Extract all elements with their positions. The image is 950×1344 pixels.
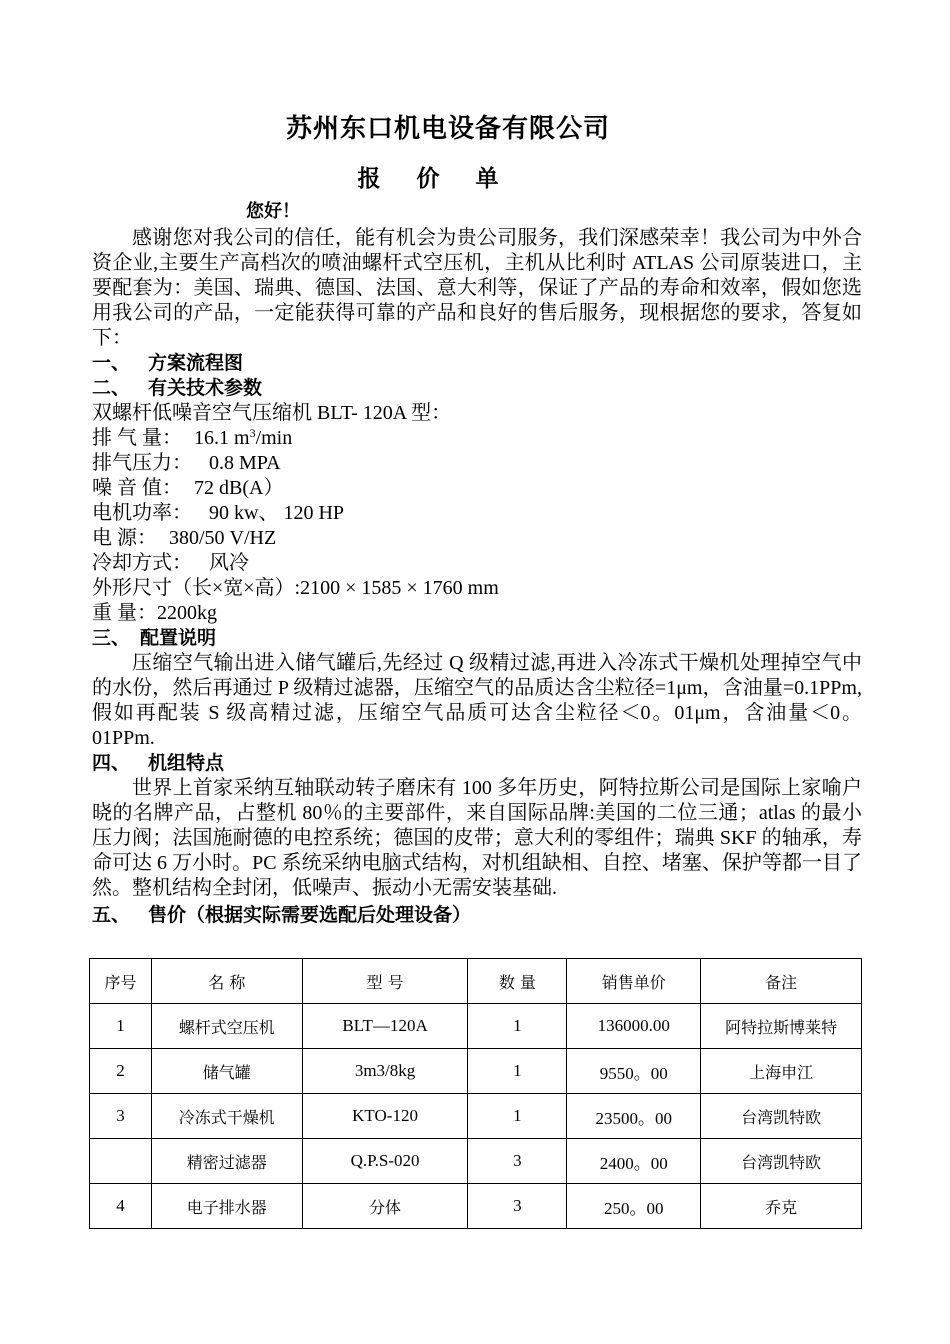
flow-number: 16.1 m (194, 427, 250, 449)
spec-value: 0.8 MPA (204, 452, 281, 474)
header-cell: 销售单价 (567, 959, 701, 1004)
spec-value: 380/50 V/HZ (169, 527, 277, 549)
cell-price: 250。00 (567, 1184, 701, 1229)
spec-supply (92, 526, 862, 551)
section-heading-2 (92, 376, 862, 401)
spec-label: 噪 音 值： (92, 477, 182, 499)
cell-index: 2 (90, 1049, 152, 1094)
config-paragraph: 压缩空气输出进入储气罐后,先经过 Q 级精过滤,再进入冷冻式干燥机处理掉空气中的水份，然后再通过 P 级精过滤器，压缩空气的品质达含尘粒径=1μm，含油量=0.1PPm,假如再配装 S 级高精过滤，压缩空气品质可达含尘粒径＜0。01μm，含油量＜0。01PPm. (92, 652, 862, 749)
spec-value: 2200kg (157, 602, 217, 624)
section-number: 五、 (92, 904, 131, 926)
spec-cooling (92, 551, 862, 576)
cell-note: 上海申江 (701, 1049, 862, 1094)
spec-value (194, 427, 292, 449)
price-table (89, 958, 862, 1229)
cell-note: 乔克 (701, 1184, 862, 1229)
section-heading-4 (92, 751, 862, 776)
spec-value: 风冷 (204, 552, 249, 574)
spec-dimensions (92, 576, 862, 601)
cell-price: 23500。00 (567, 1094, 701, 1139)
section-number: 四、 (92, 752, 131, 774)
cell-model: 分体 (302, 1184, 468, 1229)
spec-weight (92, 601, 862, 626)
cell-model: Q.P.S-020 (302, 1139, 468, 1184)
spec-label: 电机功率： (92, 502, 192, 524)
cell-name: 储气罐 (151, 1049, 302, 1094)
table-row (90, 1184, 862, 1229)
header-cell: 备注 (701, 959, 862, 1004)
cell-model: BLT—120A (302, 1004, 468, 1049)
section-heading-1 (92, 351, 862, 376)
cell-price: 9550。00 (567, 1049, 701, 1094)
spec-model: 双螺杆低噪音空气压缩机 BLT- 120A 型： (92, 402, 452, 424)
document-body (92, 198, 862, 928)
section-heading-3 (92, 626, 862, 651)
cell-note: 台湾凯特欧 (701, 1139, 862, 1184)
table-row (90, 1094, 862, 1139)
greeting: 您好！ (246, 201, 300, 222)
spec-value: 2100 × 1585 × 1760 mm (300, 577, 499, 599)
section-number: 二、 (92, 377, 131, 399)
section-title: 配置说明 (140, 627, 217, 649)
cell-index: 4 (90, 1184, 152, 1229)
spec-value: 72 dB(A） (194, 477, 284, 499)
company-name: 苏州东口机电设备有限公司 (285, 114, 610, 144)
spec-flow (92, 426, 862, 451)
header-cell: 序号 (90, 959, 152, 1004)
cell-quantity: 3 (468, 1184, 567, 1229)
table-row (90, 1139, 862, 1184)
flow-superscript: 3 (249, 426, 256, 440)
cell-model: KTO-120 (302, 1094, 468, 1139)
cell-quantity: 1 (468, 1049, 567, 1094)
spec-label: 外形尺寸（长×宽×高）: (92, 577, 301, 599)
features-paragraph: 世界上首家采纳互轴联动转子磨床有 100 多年历史，阿特拉斯公司是国际上家喻户晓的名牌产品，占整机 80％的主要部件，来自国际品牌:美国的二位三通；atlas 的最小压力阀；法国施耐德的电控系统；德国的皮带；意大利的零组件；瑞典 SKF 的轴承，寿命可达 6 万小时。PC 系统采纳电脑式结构，对机组缺相、自控、堵塞、保护等都一目了然。整机结构全封闭，低噪声、振动小无需安装基础. (92, 777, 862, 899)
table-row (90, 1004, 862, 1049)
table-row (90, 1049, 862, 1094)
section-title: 售价（根据实际需要选配后处理设备） (148, 904, 472, 926)
intro-paragraph: 感谢您对我公司的信任，能有机会为贵公司服务，我们深感荣幸！我公司为中外合资企业,主要生产高档次的喷油螺杆式空压机，主机从比利时 ATLAS 公司原装进口，主要配套为：美国、瑞典、德国、法国、意大利等，保证了产品的寿命和效率，假如您选用我公司的产品，一定能获得可靠的产品和良好的售后服务，现根据您的要求，答复如下： (92, 227, 862, 349)
spec-label: 电 源： (92, 527, 157, 549)
cell-name: 冷冻式干燥机 (151, 1094, 302, 1139)
cell-index: 3 (90, 1094, 152, 1139)
spec-noise (92, 476, 862, 501)
header-cell: 型 号 (302, 959, 468, 1004)
table-header-row (90, 959, 862, 1004)
document-title: 报 价 单 (357, 166, 513, 192)
spec-power (92, 501, 862, 526)
cell-name: 精密过滤器 (151, 1139, 302, 1184)
spec-label: 排 气 量： (92, 427, 182, 449)
section-number: 三、 (92, 627, 131, 649)
header-cell: 数 量 (468, 959, 567, 1004)
flow-unit: /min (255, 427, 293, 449)
cell-index (90, 1139, 152, 1184)
cell-model: 3m3/8kg (302, 1049, 468, 1094)
cell-price: 136000.00 (567, 1004, 701, 1049)
cell-note: 台湾凯特欧 (701, 1094, 862, 1139)
spec-label: 重 量： (92, 602, 157, 624)
spec-label: 排气压力： (92, 452, 192, 474)
section-number: 一、 (92, 352, 131, 374)
spec-value: 90 kw、 120 HP (204, 502, 345, 524)
spec-label: 冷却方式： (92, 552, 192, 574)
cell-quantity: 1 (468, 1004, 567, 1049)
header-cell: 名 称 (151, 959, 302, 1004)
cell-name: 螺杆式空压机 (151, 1004, 302, 1049)
cell-index: 1 (90, 1004, 152, 1049)
cell-note: 阿特拉斯博莱特 (701, 1004, 862, 1049)
cell-quantity: 1 (468, 1094, 567, 1139)
section-title: 方案流程图 (148, 352, 244, 374)
cell-price: 2400。00 (567, 1139, 701, 1184)
cell-quantity: 3 (468, 1139, 567, 1184)
spec-pressure (92, 451, 862, 476)
section-title: 机组特点 (148, 752, 225, 774)
cell-name: 电子排水器 (151, 1184, 302, 1229)
section-title: 有关技术参数 (148, 377, 263, 399)
section-heading-5 (92, 903, 862, 928)
